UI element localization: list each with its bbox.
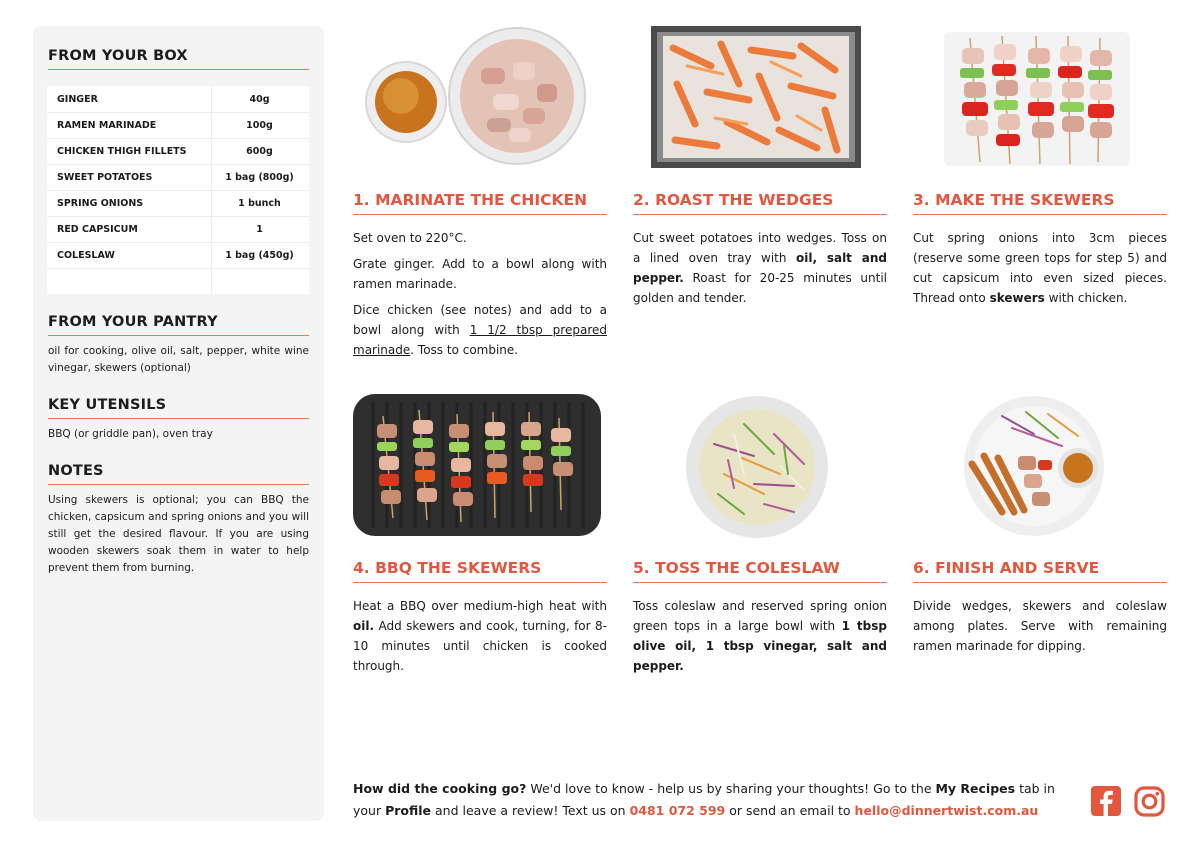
sidebar xyxy=(33,26,324,821)
pantry-text: oil for cooking, olive oil, salt, pepper, white wine vinegar, skewers (optional) xyxy=(48,345,309,374)
table-row: RAMEN MARINADE 100g xyxy=(47,112,309,139)
notes-text: Using skewers is optional; you can BBQ the chicken, capsicum and spring onions and you will still get the desired flavour. If you are using wooden skewers soak them in water to help prevent them from burning. xyxy=(48,494,309,574)
step-1-title: 1. MARINATE THE CHICKEN xyxy=(353,191,607,215)
step-3-photo xyxy=(940,28,1134,170)
step-4-title: 4. BBQ THE SKEWERS xyxy=(353,559,607,583)
step-5-title: 5. TOSS THE COLESLAW xyxy=(633,559,887,583)
step-2-photo xyxy=(651,26,861,168)
step-1-body: Set oven to 220°C. Grate ginger. Add to a bowl along with ramen marinade. Dice chicken (see notes) and add to a bowl along with 1 1/2 tbsp prepared marinade. Toss to combine. xyxy=(353,231,607,357)
table-row: GINGER 40g xyxy=(47,86,309,113)
table-row: RED CAPSICUM 1 xyxy=(47,216,309,243)
from-your-box-heading: FROM YOUR BOX xyxy=(48,48,309,70)
step-5-body: Toss coleslaw and reserved spring onion green tops in a large bowl with 1 tbsp olive oil, 1 tbsp vinegar, salt and pepper. xyxy=(633,599,887,673)
from-your-pantry-heading: FROM YOUR PANTRY xyxy=(48,314,309,336)
facebook-icon[interactable] xyxy=(1091,786,1121,820)
step-6-photo xyxy=(962,394,1106,538)
table-row: COLESLAW 1 bag (450g) xyxy=(47,242,309,269)
step-6-body: Divide wedges, skewers and coleslaw among plates. Serve with remaining ramen marinade for dipping. xyxy=(913,599,1167,653)
phone-number[interactable]: 0481 072 599 xyxy=(629,803,726,818)
notes-heading: NOTES xyxy=(48,463,309,485)
step-6-title: 6. FINISH AND SERVE xyxy=(913,559,1167,583)
key-utensils-heading: KEY UTENSILS xyxy=(48,397,309,419)
table-row: SWEET POTATOES 1 bag (800g) xyxy=(47,164,309,191)
ingredients-table xyxy=(47,86,309,294)
step-3-title: 3. MAKE THE SKEWERS xyxy=(913,191,1167,215)
table-row: SPRING ONIONS 1 bunch xyxy=(47,190,309,217)
step-1-photo xyxy=(353,24,607,174)
instagram-icon[interactable] xyxy=(1134,786,1165,821)
utensils-text: BBQ (or griddle pan), oven tray xyxy=(48,428,213,440)
step-3-body: Cut spring onions into 3cm pieces (reserve some green tops for step 5) and cut capsicum into even sized pieces. Thread onto skewers with chicken. xyxy=(913,231,1167,305)
feedback-footer: How did the cooking go? We'd love to know - help us by sharing your thoughts! Go to the My Recipes tab in your Profile and leave a review! Text us on 0481 072 599 or send an email to hello@dinnertwist.com.au xyxy=(353,781,1055,818)
step-4-body: Heat a BBQ over medium-high heat with oil. Add skewers and cook, turning, for 8-10 minutes until chicken is cooked through. xyxy=(353,599,607,673)
table-row: CHICKEN THIGH FILLETS 600g xyxy=(47,138,309,165)
email-link[interactable]: hello@dinnertwist.com.au xyxy=(854,803,1039,818)
step-2-title: 2. ROAST THE WEDGES xyxy=(633,191,887,215)
step-4-photo xyxy=(353,392,601,538)
step-5-photo xyxy=(684,394,830,540)
step-2-body: Cut sweet potatoes into wedges. Toss on a lined oven tray with oil, salt and pepper. Roast for 20-25 minutes until golden and tender. xyxy=(633,231,887,305)
